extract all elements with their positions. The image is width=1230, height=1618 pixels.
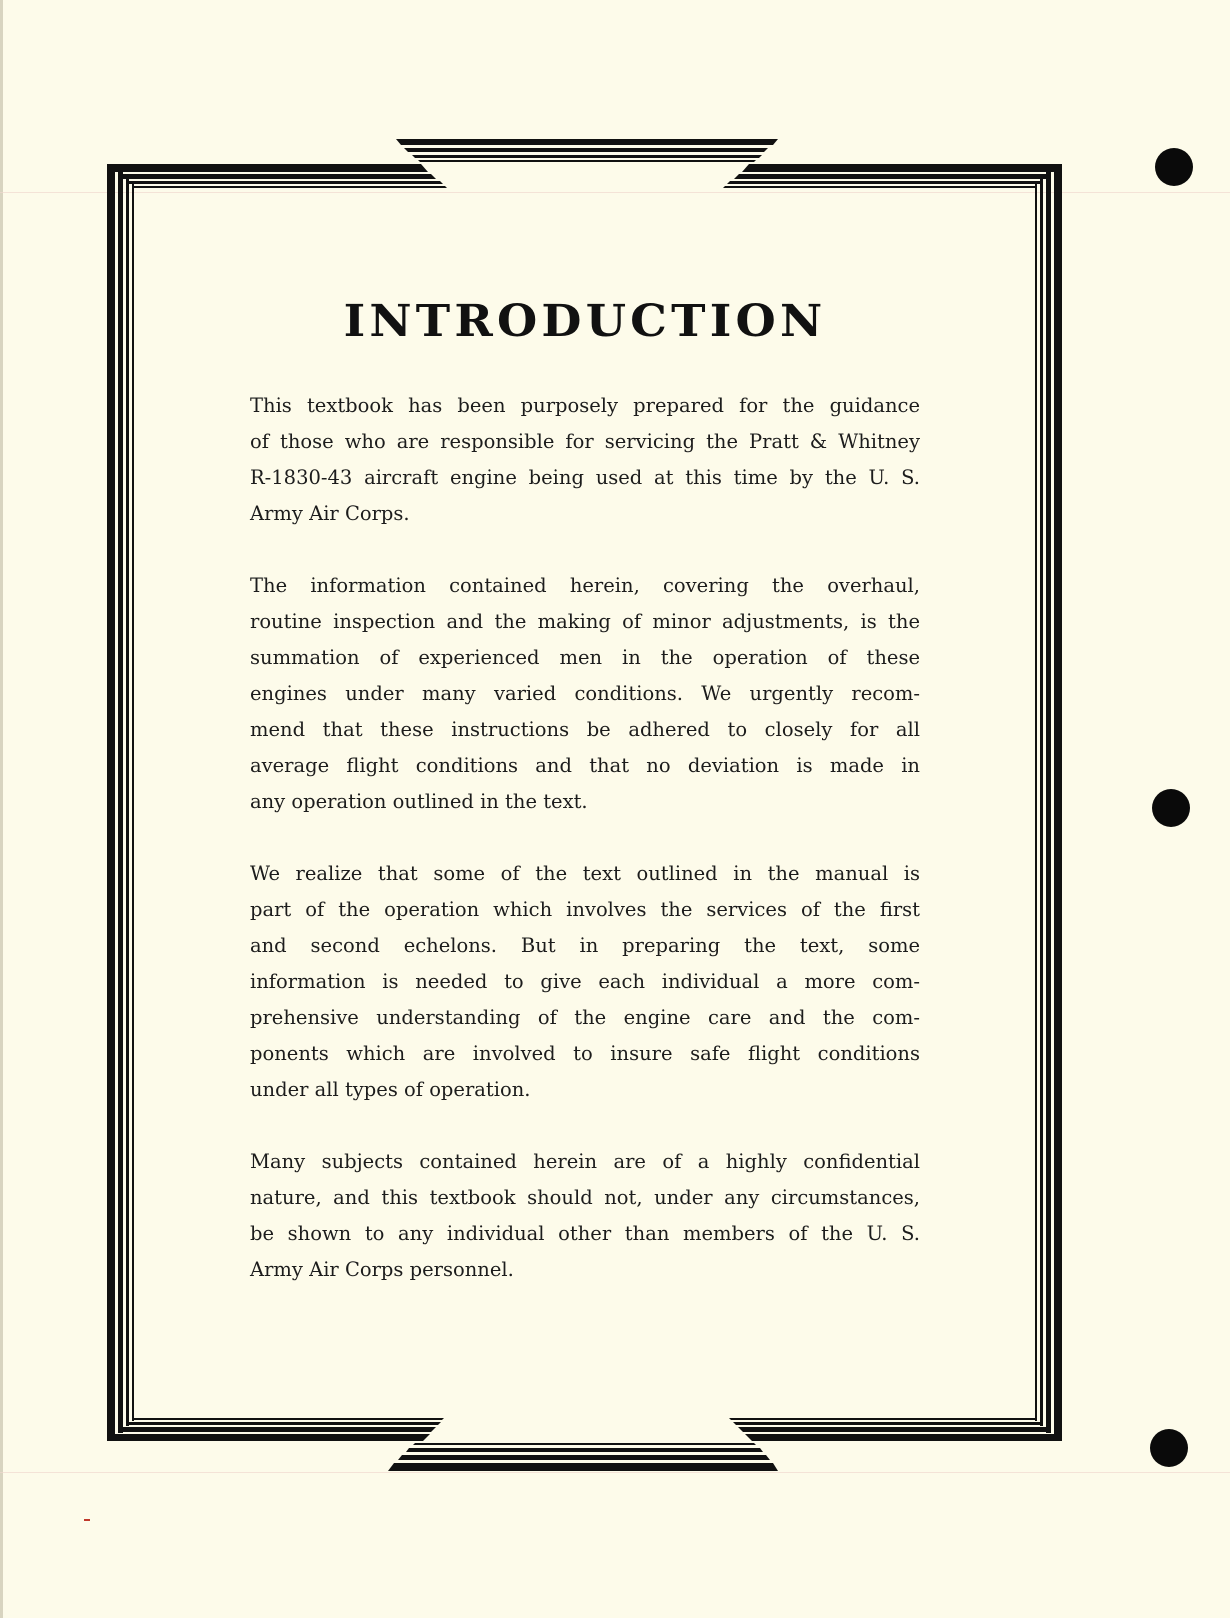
paragraph-3	[250, 856, 920, 1108]
text-line: mend that these instructions be adhered to closely for all	[250, 718, 920, 741]
punch-hole-top	[1155, 148, 1193, 186]
text-line: The information contained herein, covering the overhaul,	[250, 574, 920, 597]
text-line: under all types of operation.	[250, 1078, 531, 1101]
text-line: routine inspection and the making of minor adjustments, is the	[250, 610, 920, 633]
page-title: INTRODUCTION	[343, 296, 827, 347]
text-line: engines under many varied conditions. We urgently recom-	[250, 682, 920, 705]
text-line: summation of experienced men in the operation of these	[250, 646, 920, 669]
text-line: information is needed to give each individual a more com-	[250, 970, 920, 993]
text-line: R-1830-43 aircraft engine being used at this time by the U. S.	[250, 466, 920, 489]
punch-hole-middle	[1152, 789, 1190, 827]
text-line: Army Air Corps.	[250, 502, 410, 525]
stray-mark	[84, 1519, 90, 1521]
text-line: of those who are responsible for servicing the Pratt & Whitney	[250, 430, 920, 453]
text-line: any operation outlined in the text.	[250, 790, 588, 813]
paragraph-4	[250, 1144, 920, 1288]
text-line: average flight conditions and that no deviation is made in	[250, 754, 920, 777]
text-line: ponents which are involved to insure safe flight conditions	[250, 1042, 920, 1065]
text-line: We realize that some of the text outlined in the manual is	[250, 862, 920, 885]
paragraph-2	[250, 568, 920, 820]
document-body	[250, 296, 920, 1324]
text-line: part of the operation which involves the services of the first	[250, 898, 920, 921]
text-line: This textbook has been purposely prepared for the guidance	[250, 394, 920, 417]
text-line: nature, and this textbook should not, under any circumstances,	[250, 1186, 920, 1209]
text-line: be shown to any individual other than members of the U. S.	[250, 1222, 920, 1245]
text-line: Army Air Corps personnel.	[250, 1258, 514, 1281]
text-line: prehensive understanding of the engine care and the com-	[250, 1006, 920, 1029]
paragraph-1	[250, 388, 920, 532]
text-line: and second echelons. But in preparing the text, some	[250, 934, 920, 957]
text-line: Many subjects contained herein are of a highly confidential	[250, 1150, 920, 1173]
punch-hole-bottom	[1150, 1429, 1188, 1467]
